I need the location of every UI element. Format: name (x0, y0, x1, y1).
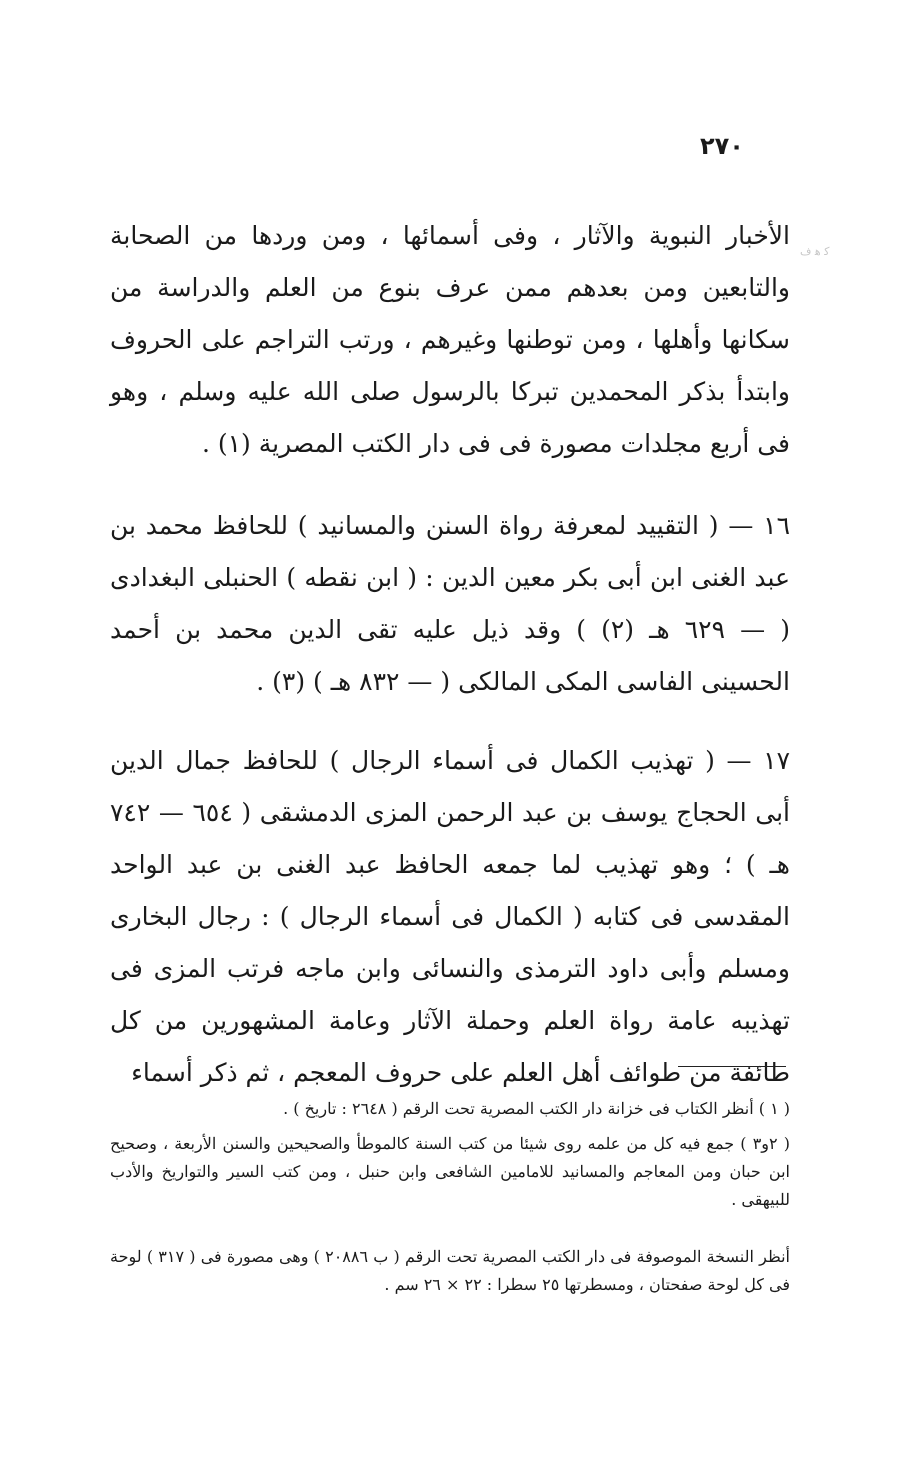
entry-17-paragraph: ١٧ — ( تهذيب الكمال فى أسماء الرجال ) للحافظ جمال الدين أبى الحجاج يوسف بن عبد الرحمن المزى الدمشقى ( ٦٥٤ — ٧٤٢ هـ ) ؛ وهو تهذيب لما جمعه الحافظ عبد الغنى بن عبد الواحد المقدسى فى كتابه ( الكمال فى أسماء الرجال ) : رجال البخارى ومسلم وأبى داود الترمذى والنسائى وابن ماجه فرتب المزى فى تهذيبه عامة رواة العلم وحملة الآثار وعامة المشهورين من كل طائفة من طوائف أهل العلم على حروف المعجم ، ثم ذكر أسماء (110, 746, 790, 1087)
footnote-manuscript: أنظر النسخة الموصوفة فى دار الكتب المصرية تحت الرقم ( ب ٢٠٨٨٦ ) وهى مصورة فى ( ٣١٧ ) لوحة فى كل لوحة صفحتان ، ومسطرتها ٢٥ سطرا : ٢٢ × ٢٦ سم . (110, 1247, 790, 1294)
footnote-2-3: ( ٢و٣ ) جمع فيه كل من علمه روى شيئا من كتب السنة كالموطأ والصحيحين والسنن الأربعة ، وصحيح ابن حبان ومن المعاجم والمسانيد للامامين الشافعى وابن حنبل ، ومن كتب السير والتواريخ والأدب للبيهقى . (110, 1134, 790, 1209)
page-number: ٢٧٠ (700, 132, 744, 160)
body-paragraph-1: الأخبار النبوية والآثار ، وفى أسمائها ، ومن وردها من الصحابة والتابعين ومن بعدهم ممن عرف بنوع من العلم والدراسة من سكانها وأهلها ، ومن توطنها وغيرهم ، ورتب التراجم على الحروف وابتدأ بذكر المحمدين تبركا بالرسول صلى الله عليه وسلم ، وهو فى أربع مجلدات مصورة فى فى دار الكتب المصرية (١) . (110, 221, 790, 458)
footnote-separator (678, 1066, 786, 1067)
margin-smudge: ﻛ ﻫ ﻑ (800, 245, 830, 258)
footnote-1: ( ١ ) أنظر الكتاب فى خزانة دار الكتب المصرية تحت الرقم ( ٢٦٤٨ : تاريخ ) . (283, 1099, 790, 1118)
entry-16-paragraph: ١٦ — ( التقييد لمعرفة رواة السنن والمسانيد ) للحافظ محمد بن عبد الغنى ابن أبى بكر معين الدين : ( ابن نقطه ) الحنبلى البغدادى ( — ٦٢٩ هـ (٢) ) وقد ذيل عليه تقى الدين محمد بن أحمد الحسينى الفاسى المكى المالكى ( — ٨٣٢ هـ ) (٣) . (110, 511, 790, 696)
